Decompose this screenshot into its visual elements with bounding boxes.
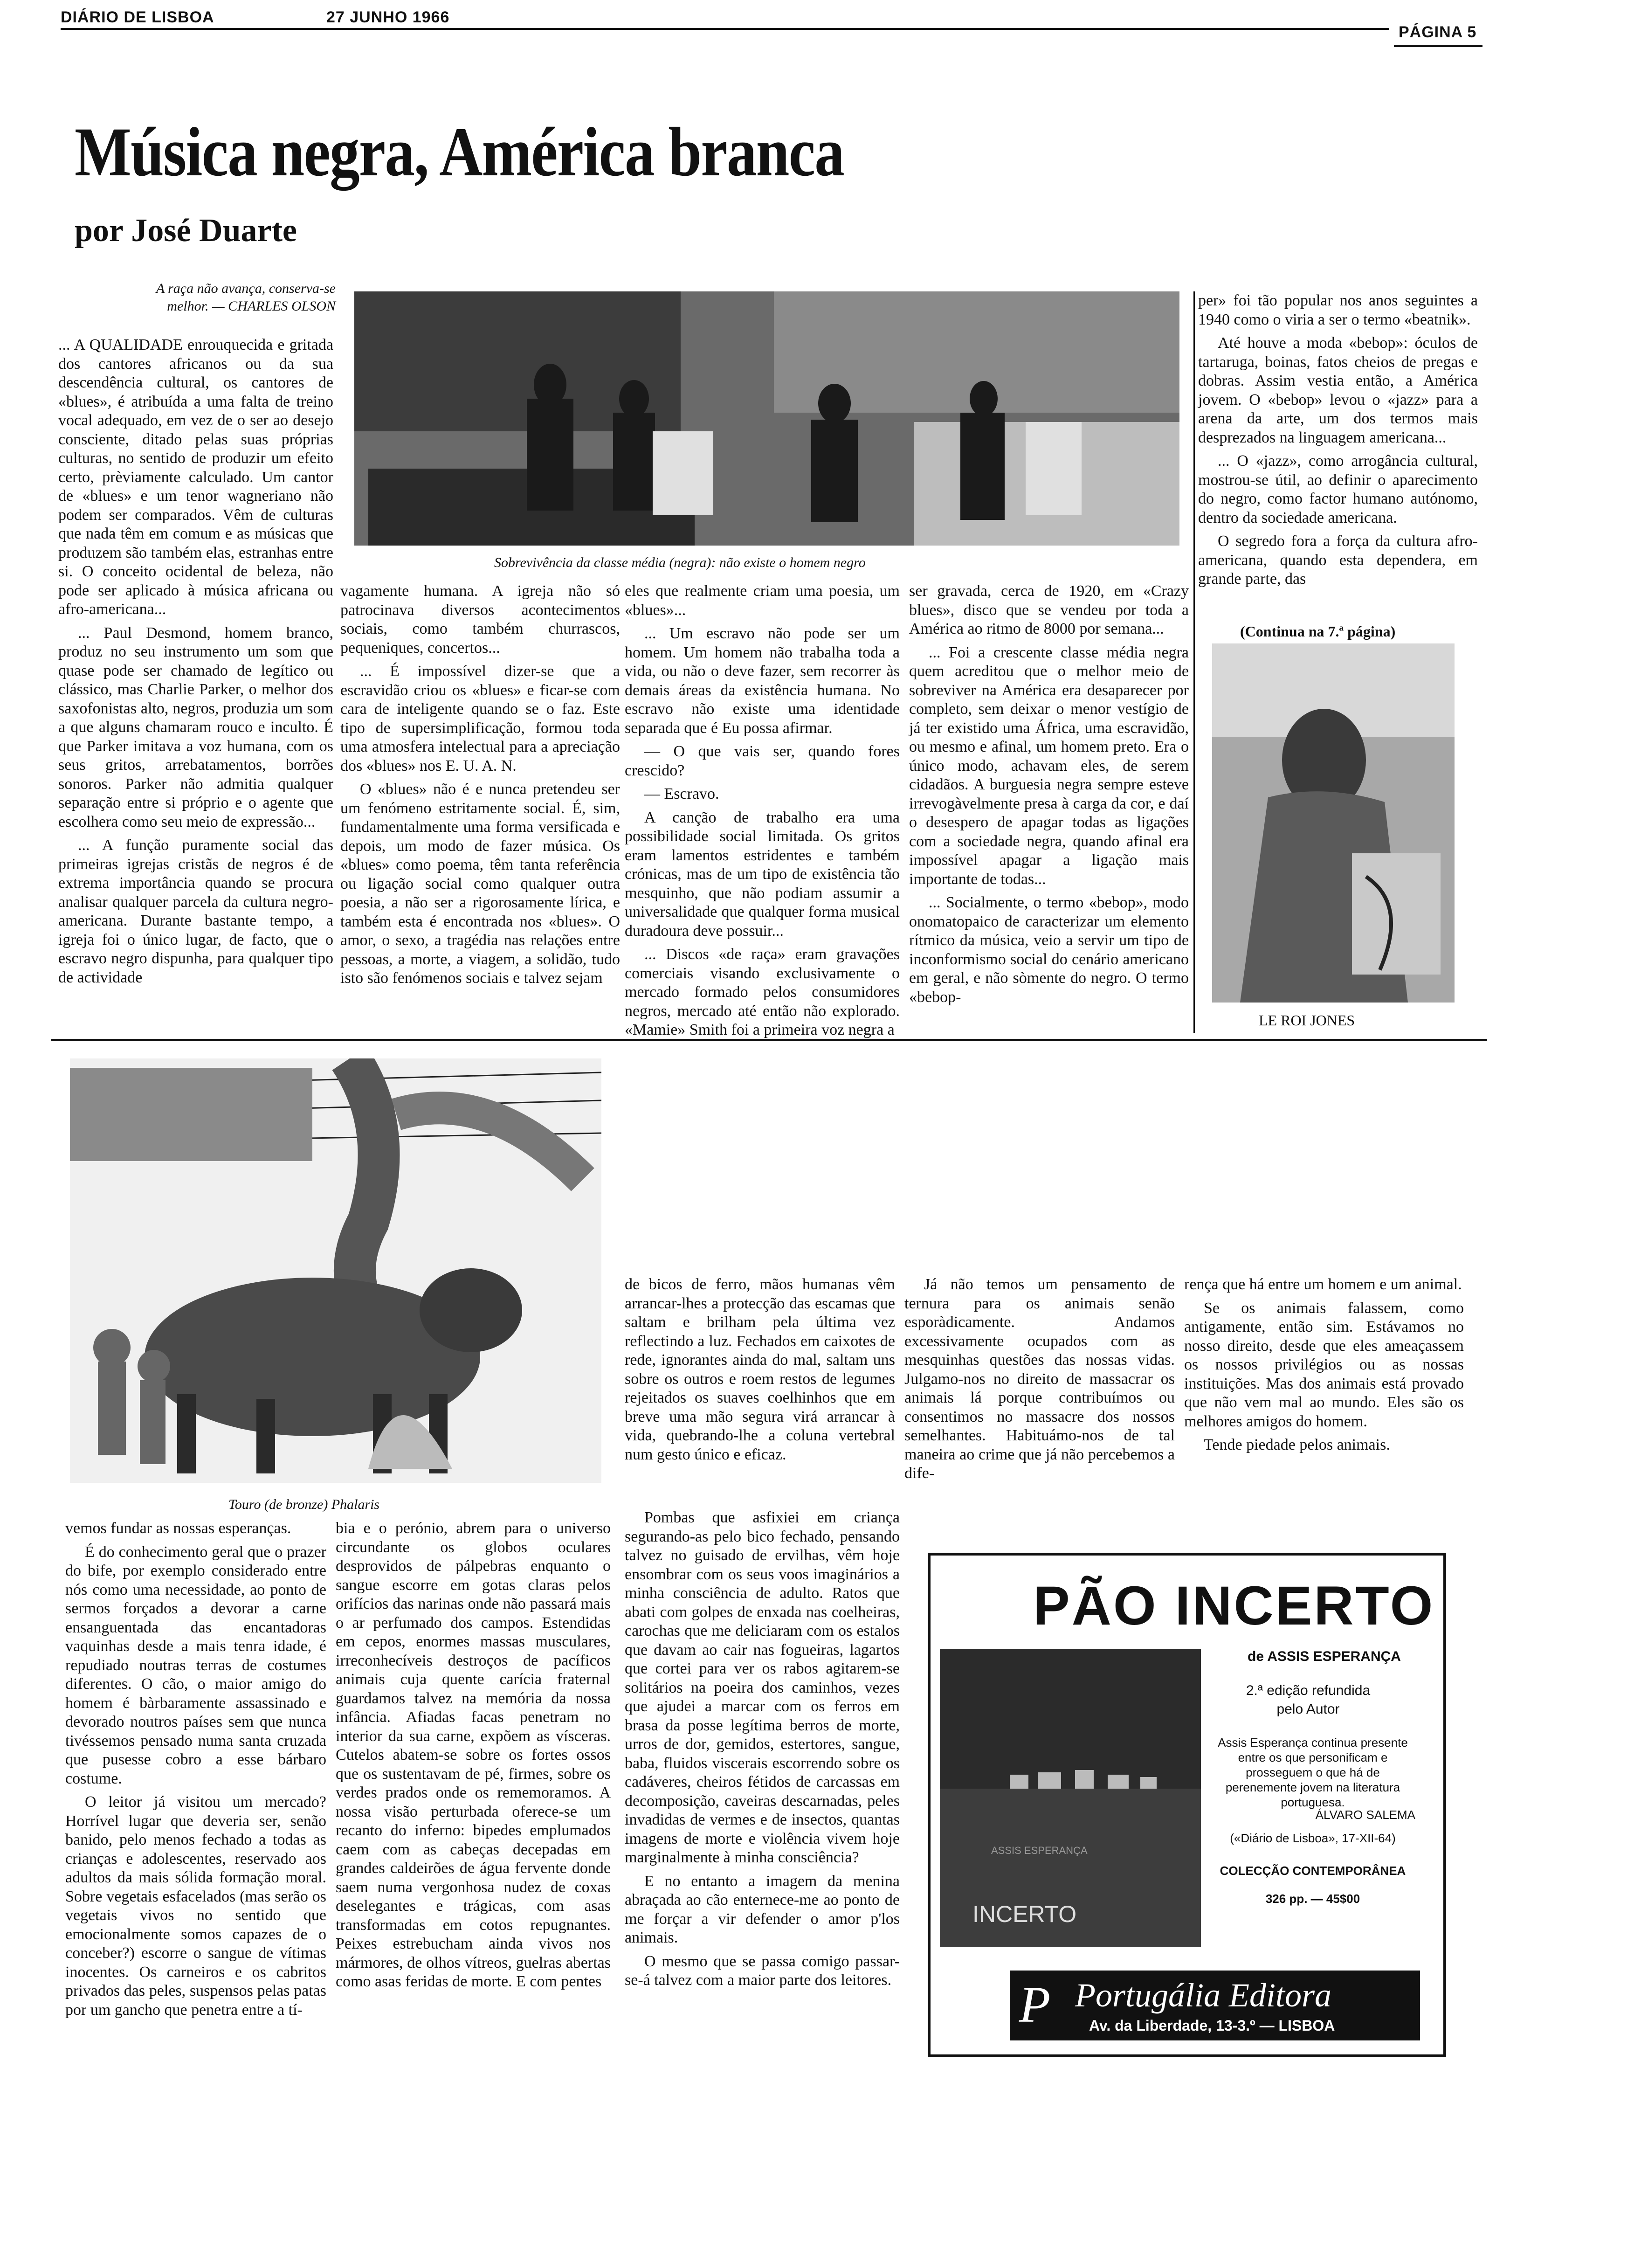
- article-column-2: [340, 582, 620, 993]
- paragraph: Se os animais falassem, como antigamente, então sim. Estávamos no nosso direito, desde que eles ameaçassem os nossos privilégios ou as nossas instituições. Mas dos animais está provado que não vem mal ao mundo. Eles são os melhores amigos do homem.: [1184, 1299, 1464, 1430]
- paragraph: ... O «jazz», como arrogância cultural, mostrou-se útil, ao definir o aparecimento do negro, como factor humano autónomo, dentro da sociedade americana.: [1198, 452, 1478, 526]
- paragraph: Até houve a moda «bebop»: óculos de tartaruga, boinas, fatos cheios de pregas e dobras. Assim vestia então, a América jovem. O «bebop» levou o «jazz» para a arena da arte, um dos termos mais desprezados na linguagem americana...: [1198, 334, 1478, 446]
- paragraph: O «blues» não é e nunca pretendeu ser um fenómeno estritamente social. É, sim, fundamentalmente uma forma versificada e depois, um modo de fazer música. Os «blues» como poema, têm tanta referência ou ligação social como qualquer outra poesia, a não ser a rigorosamente lírica, e também esta é encontrada nos «blues». O amor, o sexo, a tragédia nas relações entre pessoas, a morte, a viagem, a solidão, tudo isto são fenómenos sociais e talvez sejam: [340, 781, 620, 987]
- paragraph: ... A QUALIDADE enrouquecida e gritada dos cantores africanos ou da sua descendência cultural, os cantores de «blues», é atribuída a uma falta de treino vocal adequado, em vez de o ser ao desejo consciente, ditado pelas suas próprias culturas, no sentido de produzir um efeito certo, prèviamente calculado. Um cantor de «blues» e um tenor wagneriano não podem ser comparados. Vêm de culturas que nada têm em comum e as músicas que produzem são também elas, estranhas entre si. O conceito ocidental de beleza, não pode ser aplicado à música africana ou afro-americana...: [58, 336, 333, 618]
- paragraph: E no entanto a imagem da menina abraçada ao cão enternece-me ao ponto de me forçar a vir defender o amor p'los animais.: [625, 1872, 900, 1946]
- masthead-page-number: PÁGINA 5: [1399, 23, 1477, 41]
- section-divider: [51, 1039, 1487, 1041]
- paragraph: Já não temos um pensamento de ternura para os animais senão esporàdicamente. Andamos excessivamente ocupados com as mesquinhas questões das nossas vidas. Julgamo-nos no direito de massacrar os animais lá porque contribuímos ou consentimos no massacre dos nossos semelhantes. Habituámo-nos de tal maneira ao crime que já não percebemos a dife-: [904, 1276, 1175, 1482]
- masthead-date: 27 JUNHO 1966: [326, 8, 450, 26]
- bull-engraving: [70, 1058, 601, 1483]
- book-cover-title: INCERTO: [972, 1901, 1077, 1927]
- ad-quote: Assis Esperança continua presente entre os que personificam e prosseguem o que há de perenemente jovem na literatura portuguesa.: [1218, 1736, 1408, 1809]
- epigraph-line-2: melhor. — CHARLES OLSON: [167, 298, 336, 314]
- book-cover: [940, 1649, 1201, 1947]
- paragraph: ... Paul Desmond, homem branco, produz no seu instrumento um som que quase pode ser chamado de legítico ou clássico, mas Charlie Parker, o melhor dos saxofonistas alto, negros, produzia um som a que alguns chamaram rouco e inculto. É que Parker imitava a voz humana, com os seus gritos, arrebatamentos, borrões sonoros. Parker não admitia qualquer separação entre si próprio e o agente que escolhera como seu meio de expressão...: [58, 624, 333, 830]
- paragraph: ... Um escravo não pode ser um homem. Um homem não trabalha toda a vida, ou não o deve fazer, sem recorrer às demais áreas da existência humana. No escravo não existe uma identidade separada que é Eu possa afirmar.: [625, 625, 900, 737]
- publisher-address: Av. da Liberdade, 13-3.º — LISBOA: [1089, 2017, 1335, 2034]
- ad-edition-line-1: 2.ª edição refundida: [1246, 1683, 1371, 1698]
- paragraph: per» foi tão popular nos anos seguintes a 1940 como o viria a ser o termo «beatnik».: [1198, 292, 1478, 328]
- paragraph: O segredo fora a força da cultura afro-americana, quando esta dependera, em grande parte, das: [1198, 532, 1478, 588]
- article-column-5: [1198, 291, 1478, 594]
- paragraph: O mesmo que se passa comigo passar-se-á talvez com a maior parte dos leitores.: [625, 1952, 900, 1989]
- page-number-rule: [1394, 45, 1482, 47]
- paragraph: — O que vais ser, quando fores crescido?: [625, 743, 900, 779]
- paragraph: ... Discos «de raça» eram gravações comerciais visando exclusivamente o mercado formado pelos consumidores negros, mercado até então não explorado. «Mamie» Smith foi a primeira voz negra a: [625, 946, 900, 1038]
- paragraph: de bicos de ferro, mãos humanas vêm arrancar-lhes a protecção das escamas que saltam e brilham pela última vez reflectindo a luz. Fechados em caixotes de rede, ignorantes ainda do mal, saltam uns sobre os outros e roem restos de legumes rejeitados os suaves coelhinhos que em breve uma mão segura virá arrancar à vida, quebrando-lhe a coluna vertebral num gesto único e eficaz.: [625, 1276, 895, 1463]
- paragraph: ser gravada, cerca de 1920, em «Crazy blues», disco que se vendeu por toda a América ao ritmo de 8000 por semana...: [909, 582, 1189, 637]
- ad-edition: [1210, 1681, 1406, 1719]
- bottom-column-2: [336, 1519, 611, 1996]
- paragraph: Tende piedade pelos animais.: [1204, 1436, 1390, 1453]
- paragraph: É do conhecimento geral que o prazer do bife, por exemplo considerado entre nós como uma necessidade, ao ponto de sermos forçados a devorar a carne ensanguentada das encantadoras vaquinhas desde a mais tenra idade, é repudiado noutras terras de costumes diferentes. O cão, o maior amigo do homem é bàrbaramente assassinado e devorado noutros países sem que nunca tivéssemos pensado numa santa cruzada que pusesse cobro a esse bárbaro costume.: [65, 1543, 326, 1787]
- photo-caption: Sobrevivência da classe média (negra): não existe o homem negro: [494, 555, 866, 570]
- book-advertisement: [928, 1553, 1446, 2057]
- paragraph: O leitor já visitou um mercado? Horrível lugar que deveria ser, senão banido, pelo menos fechado a todas as crianças e adolescentes, reservado aos adultos da mais sólida formação moral. Sobre vegetais esfacelados (mas serão os vegetais vivos no sentido que emocionalmente somos capazes de o conceber?) escorre o sangue de vítimas inocentes. Os carneiros e os cabritos privados das peles, suspensos pelas patas por um gancho que penetra entre a tí-: [65, 1793, 326, 2019]
- epigraph-line-1: A raça não avança, conserva-se: [156, 281, 336, 296]
- column-divider: [1193, 291, 1195, 1033]
- ad-collection: COLECÇÃO CONTEMPORÂNEA: [1220, 1864, 1406, 1878]
- ad-quote-author: ÁLVARO SALEMA: [1315, 1808, 1415, 1822]
- ad-quote-source: («Diário de Lisboa», 17-XII-64): [1230, 1831, 1396, 1845]
- lower-column-a: [625, 1275, 895, 1469]
- engraving-caption: Touro (de bronze) Phalaris: [228, 1497, 380, 1512]
- paragraph: vemos fundar as nossas esperanças.: [65, 1520, 291, 1537]
- paragraph: — Escravo.: [644, 785, 719, 802]
- article-byline: por José Duarte: [75, 213, 297, 249]
- ad-price: 326 pp. — 45$00: [1265, 1892, 1360, 1906]
- publisher-logo-icon: P: [1019, 1976, 1051, 2033]
- masthead-paper-name: DIÁRIO DE LISBOA: [61, 8, 214, 26]
- article-column-4: [909, 582, 1189, 1011]
- ad-edition-line-2: pelo Autor: [1276, 1701, 1340, 1717]
- book-cover-author: ASSIS ESPERANÇA: [991, 1845, 1088, 1856]
- bottom-column-1: [65, 1519, 326, 2024]
- publisher-bar: [1010, 1971, 1420, 2040]
- lower-column-c: [1184, 1275, 1464, 1459]
- epigraph: [84, 280, 336, 315]
- paragraph: bia e o perónio, abrem para o universo circundante os globos oculares desprovidos de pálpebras enquanto o sangue escorre em gotas claras pelos orifícios das narinas onde não passará mais o ar perfumado dos campos. Estendidas em cepos, enormes massas musculares, irreconhecíveis destroços de pacíficos animais cuja quente carícia fraternal guardamos talvez na memória da nossa infância. Afiadas facas penetram no interior da sua carne, expõem as vísceras. Cutelos abatem-se sobre os fortes ossos que os sustentavam de pé, firmes, sobre os verdes prados onde os rememoramos. A nossa visão perturbada oferece-se um recanto do inferno: bipedes emplumados caem com as cabeças decepadas em grandes caldeirões de água fervente donde saem numa vergonhosa nudez de coxas deselegantes e trágicas, com asas transformadas em cotos repugnantes. Peixes estrebucham ainda vivos nos mármores, de olhos vítreos, guelras abertas como asas feridas de morte. E com pentes: [336, 1520, 611, 1990]
- ad-author: de ASSIS ESPERANÇA: [1248, 1649, 1401, 1664]
- publisher-name: Portugália Editora: [1075, 1977, 1332, 2014]
- portrait-photo: [1212, 643, 1455, 1003]
- lower-column-b: [904, 1275, 1175, 1488]
- paragraph: eles que realmente criam uma poesia, um «blues»...: [625, 582, 900, 619]
- continued-notice: (Continua na 7.ª página): [1240, 623, 1396, 640]
- paragraph: vagamente humana. A igreja não só patrocinava diversos acontecimentos sociais, como também churrascos, pequeniques, concertos...: [340, 582, 620, 657]
- masthead-rule: [61, 28, 1389, 30]
- portrait-caption: LE ROI JONES: [1259, 1012, 1355, 1029]
- paragraph: Pombas que asfixiei em criança segurando-as pelo bico fechado, pensando talvez no guisado de ervilhas, vêm hoje ensombrar com os seus voos imaginários a minha consciência de adulto. Ratos que abati com golpes de enxada nas coelheiras, carochas que me deliciaram com os estalos que davam ao cair nas fogueiras, lagartos que cortei para ver os rabos agitarem-se solitários na poeira dos caminhos, vezes que ajudei a marcar com os ferros em brasa da posse legítima berros de morte, urros de dor, gemidos, estertores, sangue, baba, fluidos viscerais escorrendo sobre os cadáveres, cheiros fétidos de carcassas em decomposição, caveiras descarnadas, peles invadidas de vermes e de insectos, quantas imagens de morte e violência vivem hoje marginalmente à minha consciência?: [625, 1509, 900, 1866]
- paragraph: ... Foi a crescente classe média negra quem acreditou que o melhor meio de sobreviver na América era desaparecer por completo, sem deixar o menor vestígio de já ter existido uma África, uma escravidão, ou mesmo e afinal, um homem preto. Era o único modo, achavam eles, de serem cidadãos. A burguesia negra sempre esteve irrevogàvelmente presa à carga da cor, e daí o desespero de apagar todas as ligações com a sociedade negra, quando afinal era impossível apagar a ligação mais importante de todas...: [909, 643, 1189, 888]
- bottom-column-3: [625, 1508, 900, 1995]
- paragraph: A canção de trabalho era uma possibilidade social limitada. Os gritos eram lamentos estridentes e também crónicas, mas de um tipo de existência tão mesquinho, que não podiam assumir a universalidade que qualquer forma musical duradoura deve possuir...: [625, 809, 900, 940]
- ad-book-title: PÃO INCERTO: [1033, 1575, 1435, 1637]
- article-column-1: [58, 336, 333, 992]
- article-column-3: [625, 582, 900, 1044]
- street-photo: [354, 291, 1179, 546]
- paragraph: ... A função puramente social das primeiras igrejas cristãs de negros é de extrema importância quando se procura analisar qualquer parcela da cultura negro-americana. Durante bastante tempo, a igreja foi o único lugar, de facto, que o escravo negro dispunha, para qualquer tipo de actividade: [58, 837, 333, 986]
- article-title: Música negra, América branca: [75, 113, 844, 191]
- paragraph: rença que há entre um homem e um animal.: [1184, 1276, 1462, 1293]
- paragraph: ... É impossível dizer-se que a escravidão criou os «blues» e ficar-se com cara de inteligente quando se o faz. Este tipo de supersimplificação, formou toda uma atmosfera intelectual para a apreciação dos «blues» nos E. U. A. N.: [340, 663, 620, 774]
- paragraph: ... Socialmente, o termo «bebop», modo onomatopaico de caracterizar um elemento rítmico da música, veio a servir um tipo de inconformismo social do cenário americano em geral, e não sòmente do negro. O termo «bebop-: [909, 894, 1189, 1006]
